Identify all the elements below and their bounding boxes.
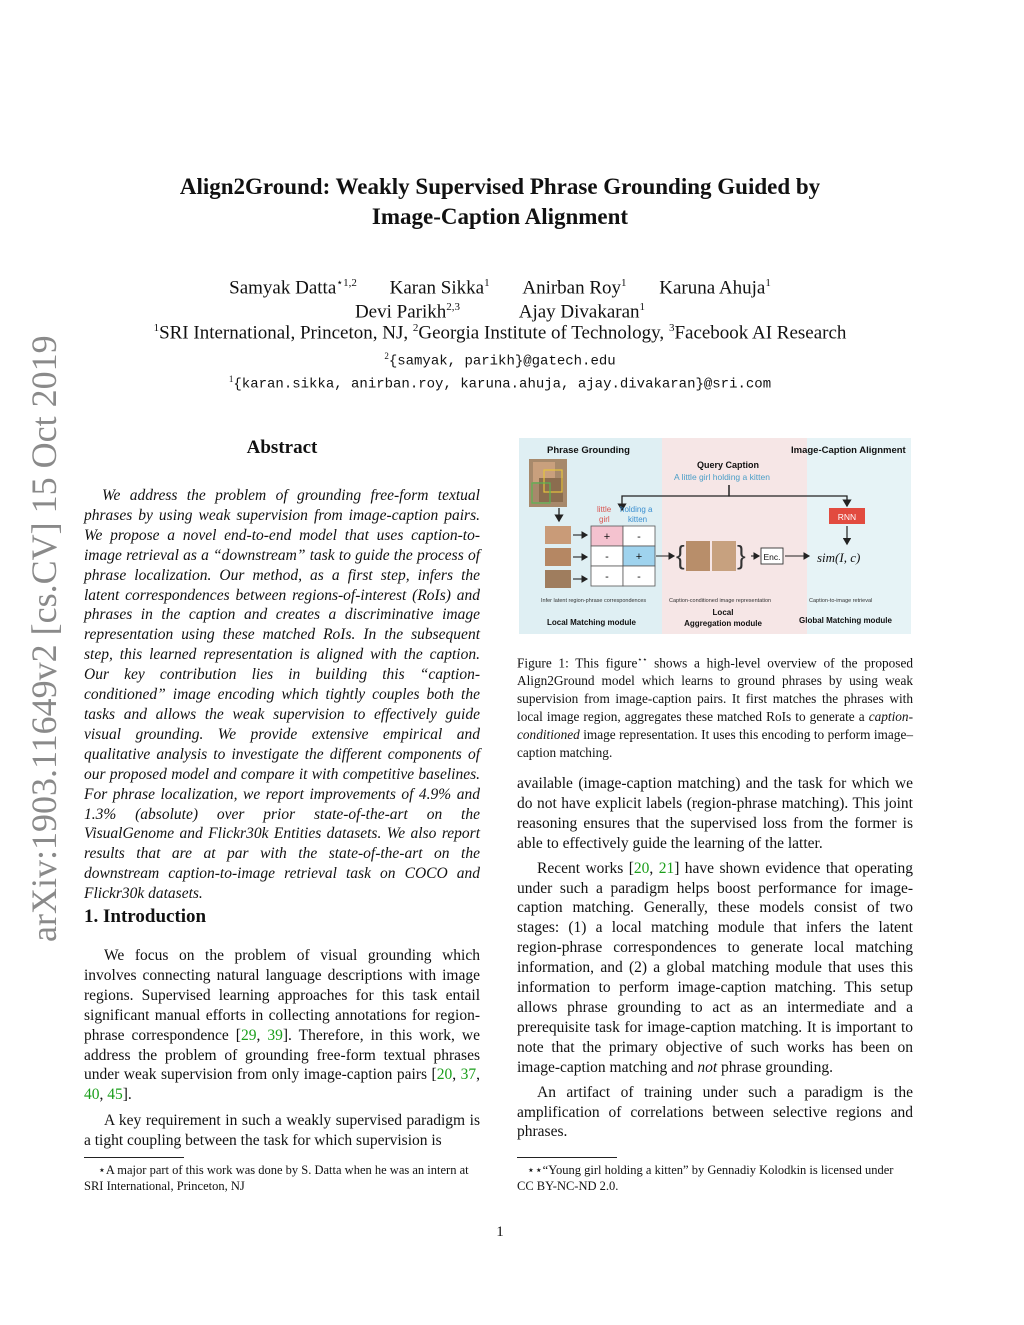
- citation-link[interactable]: 39: [267, 1026, 283, 1044]
- paragraph: Recent works [20, 21] have shown evidence that operating under such a paradigm helps boost performance for image-caption matching. Generally, these models consist of two stages: (1) a local matching module that infers the latent region-phrase correspondences to generate local matching information, and (2) a global matching module that uses this information to perform image-caption matching. This setup allows phrase grounding to act as an intermediate and a prerequisite task for image-caption matching. It is important to note that the primary objective of such works has been on image-caption matching and not phrase grounding.: [517, 859, 914, 1076]
- roi-crop: [545, 548, 571, 566]
- abstract-text: We address the problem of grounding free-form textual phrases by using weak supervision from image-caption pairs. We propose a novel end-to-end model that uses caption-to-image retrieval as a “downstream” task to guide the process of phrase localization. Our method, as a first step, infers the latent correspondences between regions-of-interest (RoIs) and phrases in the caption and creates a discriminative image representation using these matched RoIs. In the subsequent step, this learned representation is aligned with the caption. Our key contribution lies in building this “caption-conditioned” image encoding which tightly couples both the tasks and allows the weak supervision to effectively guide visual grounding. We provide extensive empirical and qualitative analysis to investigate the different components of our proposed model and compare it with competitive baselines. For phrase localization, we report improvements of 4.9% and 1.3% (absolute) over prior state-of-the-art on the VisualGenome and Flickr30k Entities datasets. We also report results that are at par with the state-of-the-art on the downstream caption-to-image retrieval task on COCO and Flickr30k datasets.: [84, 487, 480, 903]
- svg-text:-: -: [605, 571, 609, 583]
- arxiv-stamp: arXiv:1903.11649v2 [cs.CV] 15 Oct 2019: [24, 335, 64, 942]
- figure-1: [519, 438, 911, 634]
- matched-roi: [712, 541, 736, 571]
- author: Ajay Divakaran$^1$: [518, 301, 646, 323]
- footnote-left: ⋆A major part of this work was done by S. Datta when he was an intern at SRI International, Princeton, NJ: [84, 1163, 469, 1193]
- abstract-heading: Abstract: [246, 437, 318, 458]
- phrase-holding-kitten: holding a: [620, 505, 653, 514]
- roi-crop: [545, 526, 571, 544]
- svg-text:Enc.: Enc.: [763, 552, 781, 562]
- svg-text:+: +: [635, 551, 643, 563]
- svg-text:+: +: [603, 531, 611, 543]
- author: Karan Sikka$^1$: [389, 277, 490, 299]
- matched-roi: [686, 541, 710, 571]
- module-global-matching: Global Matching module: [799, 616, 892, 625]
- intro-paragraph-2: A key requirement in such a weakly supervised paradigm is a tight coupling between the task for which supervision is: [84, 1112, 480, 1150]
- citation-link[interactable]: 21: [658, 859, 675, 877]
- author: Anirban Roy$^1$: [522, 277, 627, 299]
- svg-text:Aggregation module: Aggregation module: [684, 619, 762, 628]
- footnote-rule: [517, 1157, 617, 1158]
- citation-link[interactable]: 20: [436, 1066, 453, 1084]
- module-local-matching: Local Matching module: [547, 618, 636, 627]
- email-sri: $^1${karan.sikka, anirban.roy, karuna.ahuja, ajay.divakaran}@sri.com: [228, 374, 772, 393]
- affiliations: $^1$SRI International, Princeton, NJ, $^2$Georgia Institute of Technology, $^3$Facebook AI Research: [153, 322, 847, 344]
- author: Samyak Datta$^{⋆1,2}$: [229, 277, 357, 299]
- phrase-little-girl: little: [597, 505, 612, 514]
- footnote-rule: [84, 1157, 184, 1158]
- module-local-aggregation: Local: [712, 608, 734, 617]
- roi-crop: [545, 570, 571, 588]
- author: Devi Parikh$^{2,3}$: [354, 301, 460, 323]
- citation-link[interactable]: 20: [633, 859, 650, 877]
- citation-link[interactable]: 40: [84, 1086, 100, 1104]
- figure-caption: Figure 1: This figure⋆⋆ shows a high-level overview of the proposed Align2Ground model which learns to ground phrases by using weak supervision from image-caption pairs. It first matches the phrases with local image region, aggregates these matched RoIs to generate a caption-conditioned image representation. It uses this encoding to perform image–caption matching.: [517, 655, 913, 761]
- query-caption-label: Query Caption: [697, 460, 760, 470]
- introduction-heading: 1. Introduction: [84, 906, 207, 927]
- svg-text:}: }: [737, 540, 746, 570]
- query-caption-text: A little girl holding a kitten: [674, 472, 770, 482]
- svg-text:RNN: RNN: [837, 512, 857, 522]
- email-gatech: $^2${samyak, parikh}@gatech.edu: [384, 351, 616, 370]
- intro-paragraph-1: We focus on the problem of visual grounding which involves connecting natural language descriptions with image regions. Supervised learning approaches for this task entail significant manual efforts in collecting annotations for region-phrase correspondence [29, 39]. Therefore, in this work, we address the problem of grounding free-form textual phrases under weak supervision from only image-caption pairs [20, 37, 40, 45].: [84, 947, 481, 1104]
- footnote-right: ⋆⋆“Young girl holding a kitten” by Gennadiy Kolodkin is licensed under CC BY-NC-ND 2.0.: [517, 1163, 894, 1193]
- similarity-score: sim(I, c): [817, 550, 861, 565]
- label-phrase-grounding: Phrase Grounding: [547, 445, 630, 456]
- citation-link[interactable]: 45: [107, 1086, 123, 1104]
- paragraph: An artifact of training under such a paradigm is the amplification of correlations between selective regions and phrases.: [517, 1083, 913, 1141]
- svg-text:kitten: kitten: [628, 515, 648, 524]
- title-line-2: Image-Caption Alignment: [371, 204, 629, 229]
- svg-text:girl: girl: [599, 515, 610, 524]
- panel-alignment: [807, 438, 911, 634]
- sublabel-3: Caption-to-image retrieval: [809, 598, 873, 604]
- citation-link[interactable]: 37: [460, 1066, 477, 1084]
- label-alignment: Image-Caption Alignment: [791, 445, 906, 456]
- author: Karuna Ahuja$^1$: [659, 277, 771, 299]
- introduction-body: [84, 946, 480, 1151]
- svg-text:{: {: [676, 540, 685, 570]
- sublabel-1: Infer latent region-phrase correspondences: [541, 598, 647, 604]
- title-line-1: Align2Ground: Weakly Supervised Phrase Grounding Guided by: [179, 174, 821, 199]
- paper-title: [100, 172, 900, 232]
- svg-text:-: -: [637, 571, 641, 583]
- right-column-body: [517, 774, 913, 1142]
- paragraph: available (image-caption matching) and the task for which we do not have explicit labels (region-phrase matching). This joint reasoning ensures that the supervised loss from the former is able to effectively guide the learning of the latter.: [517, 775, 913, 852]
- sublabel-2: Caption-conditioned image representation: [669, 598, 772, 604]
- svg-text:-: -: [605, 551, 609, 563]
- figure-diagram: [519, 438, 911, 634]
- svg-text:-: -: [637, 531, 641, 543]
- citation-link[interactable]: 29: [240, 1026, 257, 1044]
- page-number: 1: [496, 1224, 504, 1240]
- authors-row-2: [100, 295, 900, 324]
